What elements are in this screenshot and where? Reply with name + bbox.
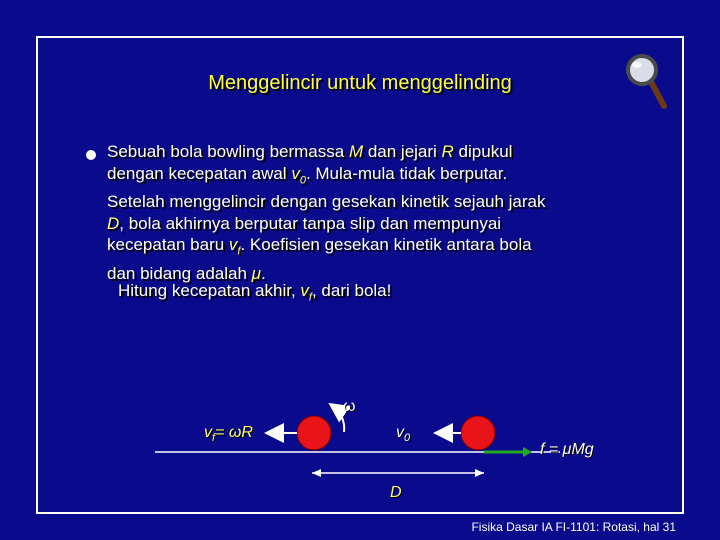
friction-arrow-head (523, 447, 532, 457)
question-part: Hitung kecepatan akhir, (118, 281, 301, 300)
v0-label-base: v (396, 424, 404, 441)
body-text: Setelah menggelincir dengan gesekan kinetik sejauh jarak (107, 192, 546, 212)
distance-arrow-left-head (312, 469, 321, 477)
body-text: dan jejari (363, 142, 442, 161)
symbol-distance: D (107, 213, 120, 233)
body-text: . (260, 264, 266, 284)
slide-footer: Fisika Dasar IA FI-1101: Rotasi, hal 31 (471, 520, 676, 534)
body-text: . Mula-mula tidak berputar. (305, 163, 508, 183)
symbol-v0-base: v (291, 163, 300, 183)
body-text: kecepatan baru (107, 235, 229, 255)
vf-label-base: v (204, 424, 212, 441)
v0-label (396, 424, 410, 444)
vf-label-rest: = ωR (215, 424, 253, 441)
question-part: , dari bola! (311, 281, 392, 300)
body-text: . Koefisien gesekan kinetik antara bola (240, 235, 532, 255)
v0-label-sub: 0 (404, 432, 411, 445)
omega-label: ω (343, 398, 356, 415)
body-text: , bola akhirnya berputar tanpa slip dan mempunyai (119, 213, 502, 233)
body-text: dan bidang adalah (107, 264, 252, 284)
body-text: dengan kecepatan awal (107, 163, 292, 183)
symbol-radius: R (441, 142, 454, 161)
ball-final (297, 416, 331, 450)
body-text: dipukul (453, 142, 513, 161)
symbol-vf-sub: f (308, 291, 312, 304)
friction-label: f = μMg (540, 441, 594, 458)
vf-label-sub: f (212, 432, 216, 445)
symbol-vf-base: v (228, 235, 238, 255)
symbol-mass: M (348, 142, 364, 161)
body-text: Sebuah bola bowling bermassa (107, 142, 349, 161)
vf-label (204, 424, 253, 444)
distance-label: D (390, 484, 402, 501)
symbol-mu: μ (251, 264, 261, 284)
symbol-v0-sub: 0 (299, 173, 306, 186)
slide-title: Menggelincir untuk menggelinding (208, 72, 512, 94)
distance-arrow-right-head (475, 469, 484, 477)
symbol-vf-sub: f (237, 245, 241, 258)
ball-initial (461, 416, 495, 450)
symbol-vf-base: v (300, 281, 309, 300)
